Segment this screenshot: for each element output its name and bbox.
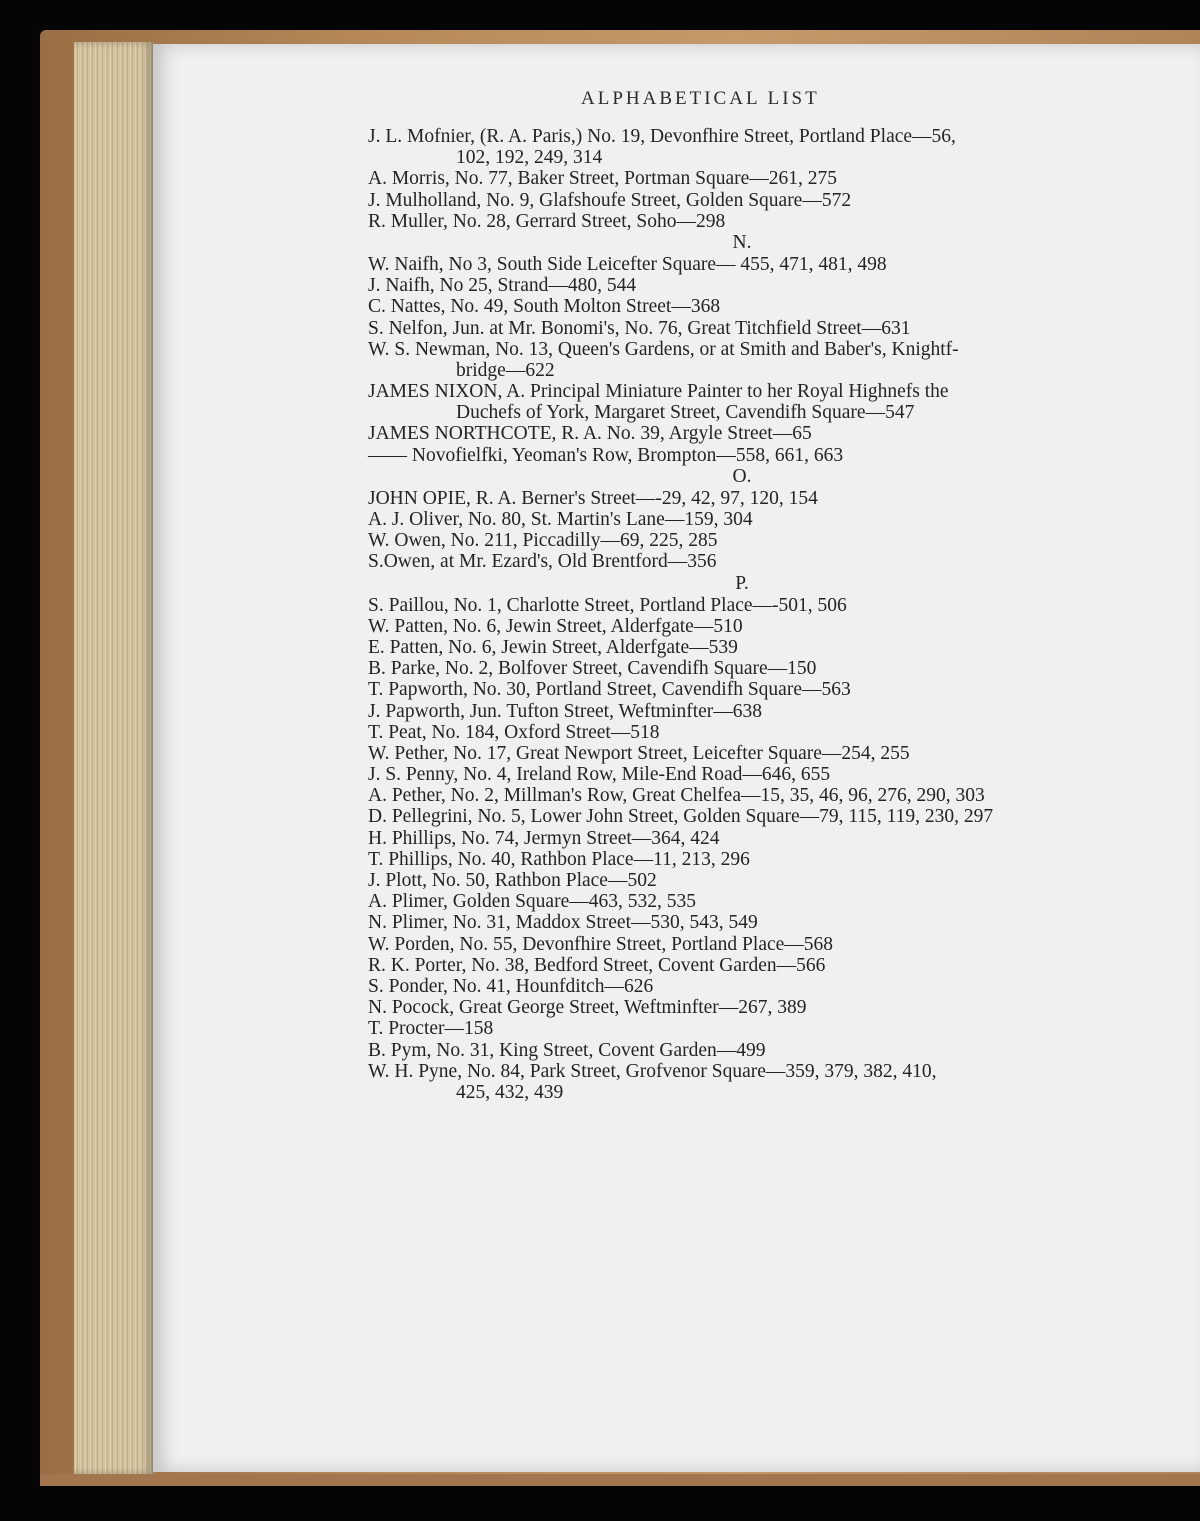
section-letter: O. xyxy=(732,465,752,487)
list-entry: B. Pym, No. 31, King Street, Covent Garden—499 xyxy=(368,1039,766,1061)
list-entry: W. Patten, No. 6, Jewin Street, Alderfgate—510 xyxy=(368,615,743,637)
list-entry: S.Owen, at Mr. Ezard's, Old Brentford—356 xyxy=(368,551,717,573)
list-entry: W. Naifh, No 3, South Side Leicefter Square— 455, 471, 481, 498 xyxy=(368,253,887,275)
list-entry: T. Phillips, No. 40, Rathbon Place—11, 213, 296 xyxy=(368,848,750,870)
list-entry: N. Plimer, No. 31, Maddox Street—530, 543, 549 xyxy=(368,912,758,934)
list-entry: R. K. Porter, No. 38, Bedford Street, Covent Garden—566 xyxy=(368,954,826,976)
list-entry: JOHN OPIE, R. A. Berner's Street—-29, 42, 97, 120, 154 xyxy=(368,487,818,509)
list-entry: T. Peat, No. 184, Oxford Street—518 xyxy=(368,721,660,743)
list-entry: A. Morris, No. 77, Baker Street, Portman Square—261, 275 xyxy=(368,168,838,190)
entry-list xyxy=(368,126,1108,1103)
list-entry: JAMES NORTHCOTE, R. A. No. 39, Argyle Street—65 xyxy=(368,423,812,445)
entry-continuation: bridge—622 xyxy=(456,359,555,381)
running-head: ALPHABETICAL LIST xyxy=(581,88,820,109)
list-entry: J. Naifh, No 25, Strand—480, 544 xyxy=(368,275,637,297)
section-letter: N. xyxy=(732,231,752,253)
list-entry: W. H. Pyne, No. 84, Park Street, Grofvenor Square—359, 379, 382, 410, xyxy=(368,1060,937,1082)
entry-continuation: Duchefs of York, Margaret Street, Cavendifh Square—547 xyxy=(456,402,915,424)
list-entry: A. J. Oliver, No. 80, St. Martin's Lane—159, 304 xyxy=(368,509,753,530)
list-entry: B. Parke, No. 2, Bolfover Street, Cavendifh Square—150 xyxy=(368,658,817,680)
list-entry: W. Owen, No. 211, Piccadilly—69, 225, 285 xyxy=(368,530,718,552)
list-entry: H. Phillips, No. 74, Jermyn Street—364, 424 xyxy=(368,827,720,849)
list-entry: S. Ponder, No. 41, Hounfditch—626 xyxy=(368,975,654,997)
entry-continuation: 102, 192, 249, 314 xyxy=(456,147,603,169)
page-edges xyxy=(74,42,154,1474)
list-entry: W. Pether, No. 17, Great Newport Street, Leicefter Square—254, 255 xyxy=(368,742,910,764)
list-entry: T. Papworth, No. 30, Portland Street, Cavendifh Square—563 xyxy=(368,679,851,701)
list-entry: R. Muller, No. 28, Gerrard Street, Soho—298 xyxy=(368,210,726,232)
list-entry: S. Paillou, No. 1, Charlotte Street, Portland Place—-501, 506 xyxy=(368,594,847,616)
list-entry: W. Porden, No. 55, Devonfhire Street, Portland Place—568 xyxy=(368,933,834,955)
list-entry: A. Plimer, Golden Square—463, 532, 535 xyxy=(368,891,696,913)
list-entry: E. Patten, No. 6, Jewin Street, Alderfgate—539 xyxy=(368,636,738,658)
list-entry: A. Pether, No. 2, Millman's Row, Great Chelfea—15, 35, 46, 96, 276, 290, 303 xyxy=(368,785,985,807)
list-entry: J. S. Penny, No. 4, Ireland Row, Mile-End Road—646, 655 xyxy=(368,764,831,786)
list-entry: N. Pocock, Great George Street, Weftminfter—267, 389 xyxy=(368,997,807,1019)
section-letter: P. xyxy=(735,572,749,594)
list-entry: W. S. Newman, No. 13, Queen's Gardens, or at Smith and Baber's, Knightf- xyxy=(368,338,959,360)
list-entry: —— Novofielfki, Yeoman's Row, Brompton—558, 661, 663 xyxy=(368,444,844,466)
list-entry: D. Pellegrini, No. 5, Lower John Street, Golden Square—79, 115, 119, 230, 297 xyxy=(368,806,994,828)
list-entry: C. Nattes, No. 49, South Molton Street—368 xyxy=(368,296,721,318)
list-entry: JAMES NIXON, A. Principal Miniature Painter to her Royal Highnefs the xyxy=(368,381,949,403)
list-entry: S. Nelfon, Jun. at Mr. Bonomi's, No. 76, Great Titchfield Street—631 xyxy=(368,317,911,339)
entry-continuation: 425, 432, 439 xyxy=(456,1081,564,1103)
list-entry: J. Mulholland, No. 9, Glafshoufe Street, Golden Square—572 xyxy=(368,189,852,211)
cover-bottom-edge xyxy=(40,1474,1200,1486)
list-entry: J. Papworth, Jun. Tufton Street, Weftminfter—638 xyxy=(368,700,763,722)
list-entry: J. L. Mofnier, (R. A. Paris,) No. 19, Devonfhire Street, Portland Place—56, xyxy=(368,126,956,147)
list-entry: T. Procter—158 xyxy=(368,1018,494,1040)
list-entry: J. Plott, No. 50, Rathbon Place—502 xyxy=(368,870,657,891)
